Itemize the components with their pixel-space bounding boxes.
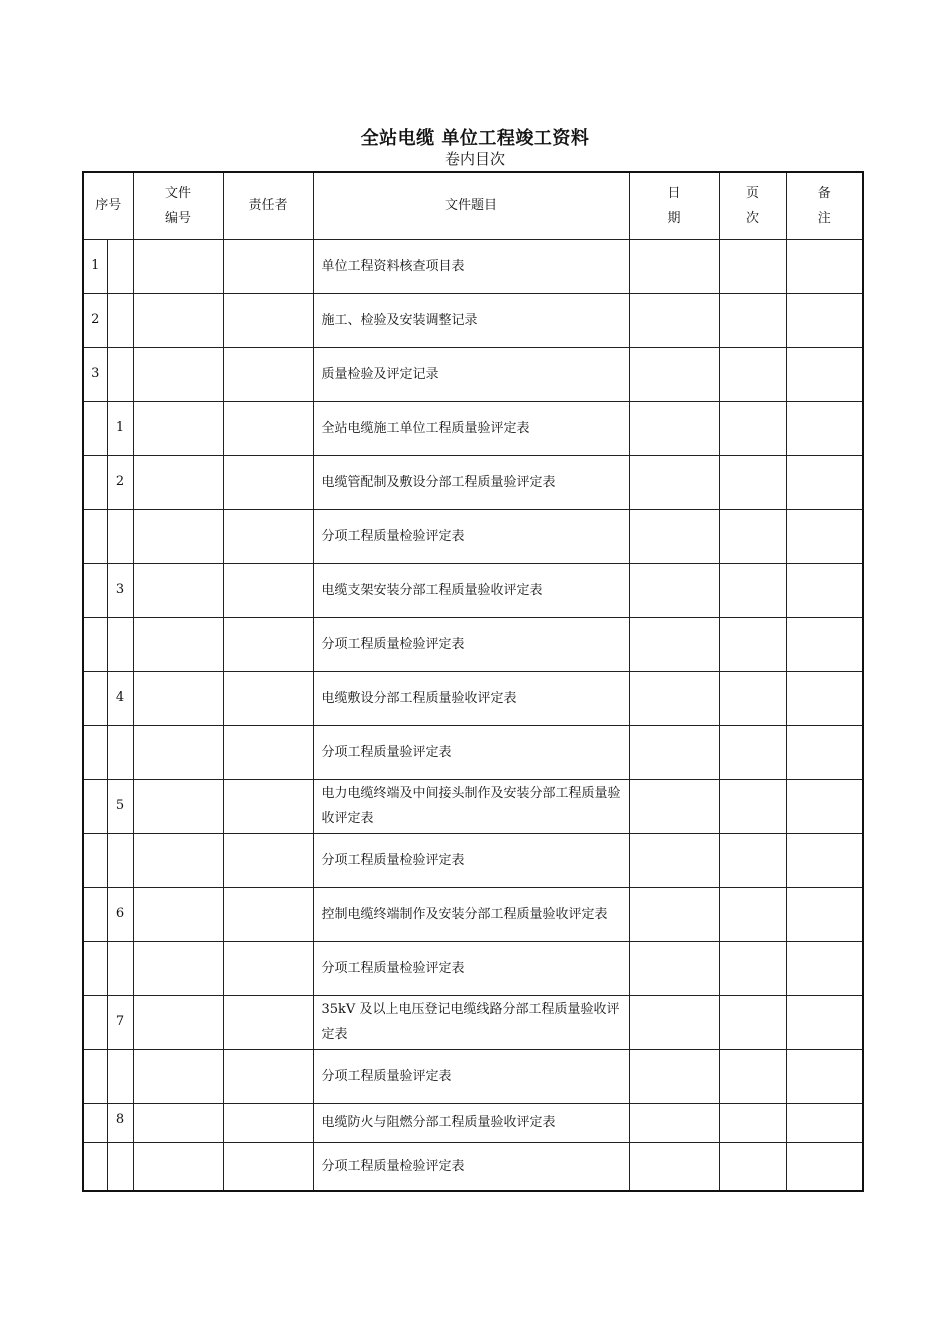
cell-note	[786, 509, 863, 563]
cell-page	[719, 887, 786, 941]
cell-page	[719, 1103, 786, 1142]
cell-date	[629, 779, 719, 833]
cell-doc-no	[133, 239, 223, 293]
cell-doc-no	[133, 293, 223, 347]
cell-page	[719, 617, 786, 671]
row-subnumber	[107, 239, 133, 293]
row-number	[83, 725, 107, 779]
row-number	[83, 887, 107, 941]
row-subnumber	[107, 347, 133, 401]
cell-doc-title: 单位工程资料核查项目表	[313, 239, 629, 293]
col-page-line1: 页	[746, 185, 760, 201]
cell-date	[629, 617, 719, 671]
row-subnumber	[107, 293, 133, 347]
cell-owner	[223, 671, 313, 725]
row-number	[83, 617, 107, 671]
cell-owner	[223, 509, 313, 563]
cell-page	[719, 455, 786, 509]
table-row	[83, 1142, 863, 1191]
row-number	[83, 455, 107, 509]
table-row	[83, 779, 863, 833]
cell-note	[786, 833, 863, 887]
cell-date	[629, 833, 719, 887]
cell-date	[629, 1142, 719, 1191]
cell-page	[719, 1049, 786, 1103]
cell-doc-title: 电力电缆终端及中间接头制作及安装分部工程质量验收评定表	[313, 779, 629, 833]
table-row	[83, 833, 863, 887]
cell-page	[719, 293, 786, 347]
cell-owner	[223, 995, 313, 1049]
row-number: 1	[83, 239, 107, 293]
cell-doc-title: 分项工程质量检验评定表	[313, 617, 629, 671]
cell-doc-title: 全站电缆施工单位工程质量验评定表	[313, 401, 629, 455]
cell-doc-no	[133, 563, 223, 617]
cell-page	[719, 941, 786, 995]
cell-page	[719, 509, 786, 563]
cell-page	[719, 239, 786, 293]
table-row	[83, 1103, 863, 1142]
cell-date	[629, 1049, 719, 1103]
table-row	[83, 509, 863, 563]
row-number	[83, 833, 107, 887]
row-subnumber: 6	[107, 887, 133, 941]
cell-note	[786, 725, 863, 779]
cell-note	[786, 455, 863, 509]
cell-doc-no	[133, 725, 223, 779]
cell-page	[719, 995, 786, 1049]
row-number	[83, 563, 107, 617]
table-row	[83, 725, 863, 779]
cell-doc-no	[133, 509, 223, 563]
col-doc-title: 文件题目	[313, 172, 629, 239]
table-row	[83, 347, 863, 401]
row-number: 2	[83, 293, 107, 347]
row-number	[83, 1049, 107, 1103]
cell-note	[786, 347, 863, 401]
cell-doc-no	[133, 941, 223, 995]
cell-owner	[223, 401, 313, 455]
row-number	[83, 941, 107, 995]
cell-owner	[223, 293, 313, 347]
cell-doc-title: 施工、检验及安装调整记录	[313, 293, 629, 347]
row-number	[83, 509, 107, 563]
cell-doc-no	[133, 1103, 223, 1142]
cell-doc-title: 分项工程质量检验评定表	[313, 941, 629, 995]
table-row	[83, 887, 863, 941]
cell-note	[786, 617, 863, 671]
cell-page	[719, 347, 786, 401]
col-doc-no	[133, 172, 223, 239]
cell-date	[629, 239, 719, 293]
cell-note	[786, 671, 863, 725]
cell-owner	[223, 1103, 313, 1142]
cell-doc-title: 分项工程质量验评定表	[313, 725, 629, 779]
cell-doc-title: 分项工程质量验评定表	[313, 1049, 629, 1103]
cell-doc-title: 电缆支架安装分部工程质量验收评定表	[313, 563, 629, 617]
cell-page	[719, 725, 786, 779]
cell-page	[719, 563, 786, 617]
cell-note	[786, 779, 863, 833]
table-row	[83, 1049, 863, 1103]
row-number	[83, 671, 107, 725]
cell-date	[629, 563, 719, 617]
row-number	[83, 779, 107, 833]
row-number	[83, 995, 107, 1049]
cell-date	[629, 725, 719, 779]
row-subnumber: 8	[107, 1103, 133, 1142]
cell-owner	[223, 563, 313, 617]
cell-page	[719, 671, 786, 725]
row-subnumber: 3	[107, 563, 133, 617]
cell-owner	[223, 617, 313, 671]
cell-date	[629, 293, 719, 347]
row-subnumber	[107, 1142, 133, 1191]
row-subnumber	[107, 617, 133, 671]
cell-doc-title: 电缆防火与阻燃分部工程质量验收评定表	[313, 1103, 629, 1142]
cell-doc-title: 35kV 及以上电压登记电缆线路分部工程质量验收评定表	[313, 995, 629, 1049]
cell-doc-title: 质量检验及评定记录	[313, 347, 629, 401]
cell-doc-no	[133, 671, 223, 725]
table-row	[83, 293, 863, 347]
cell-note	[786, 401, 863, 455]
cell-note	[786, 995, 863, 1049]
col-note	[786, 172, 863, 239]
col-date-line1: 日	[667, 185, 681, 201]
cell-owner	[223, 239, 313, 293]
cell-owner	[223, 347, 313, 401]
header-row	[83, 172, 863, 239]
row-subnumber: 2	[107, 455, 133, 509]
cell-date	[629, 347, 719, 401]
row-subnumber: 5	[107, 779, 133, 833]
row-number	[83, 401, 107, 455]
row-number	[83, 1103, 107, 1142]
cell-note	[786, 887, 863, 941]
table-row	[83, 671, 863, 725]
row-subnumber	[107, 833, 133, 887]
table-row	[83, 455, 863, 509]
table-row	[83, 995, 863, 1049]
row-subnumber	[107, 509, 133, 563]
row-subnumber: 4	[107, 671, 133, 725]
cell-doc-no	[133, 401, 223, 455]
cell-doc-no	[133, 617, 223, 671]
col-seq: 序号	[83, 172, 133, 239]
cell-date	[629, 887, 719, 941]
row-subnumber	[107, 725, 133, 779]
col-doc-no-line2: 编号	[165, 210, 192, 226]
cell-note	[786, 1103, 863, 1142]
cell-note	[786, 941, 863, 995]
cell-owner	[223, 887, 313, 941]
cell-owner	[223, 1142, 313, 1191]
cell-doc-no	[133, 833, 223, 887]
col-date	[629, 172, 719, 239]
cell-doc-no	[133, 347, 223, 401]
row-subnumber	[107, 941, 133, 995]
row-subnumber: 1	[107, 401, 133, 455]
table-row	[83, 941, 863, 995]
col-page-line2: 次	[746, 210, 760, 226]
cell-owner	[223, 455, 313, 509]
cell-date	[629, 995, 719, 1049]
row-subnumber: 7	[107, 995, 133, 1049]
row-number: 3	[83, 347, 107, 401]
cell-doc-no	[133, 1049, 223, 1103]
cell-note	[786, 239, 863, 293]
cell-date	[629, 671, 719, 725]
cell-date	[629, 455, 719, 509]
cell-doc-no	[133, 995, 223, 1049]
cell-note	[786, 563, 863, 617]
table-row	[83, 401, 863, 455]
table-row	[83, 617, 863, 671]
col-page	[719, 172, 786, 239]
cell-doc-title: 电缆敷设分部工程质量验收评定表	[313, 671, 629, 725]
col-date-line2: 期	[667, 210, 681, 226]
col-doc-no-line1: 文件	[165, 185, 192, 201]
cell-owner	[223, 725, 313, 779]
col-note-line2: 注	[817, 210, 831, 226]
cell-page	[719, 1142, 786, 1191]
cell-owner	[223, 833, 313, 887]
cell-doc-title: 电缆管配制及敷设分部工程质量验评定表	[313, 455, 629, 509]
cell-doc-title: 分项工程质量检验评定表	[313, 833, 629, 887]
cell-doc-title: 分项工程质量检验评定表	[313, 1142, 629, 1191]
cell-doc-title: 分项工程质量检验评定表	[313, 509, 629, 563]
cell-note	[786, 293, 863, 347]
document-title: 全站电缆 单位工程竣工资料	[360, 128, 590, 149]
cell-owner	[223, 1049, 313, 1103]
cell-doc-title: 控制电缆终端制作及安装分部工程质量验收评定表	[313, 887, 629, 941]
contents-table	[82, 171, 864, 1192]
table-row	[83, 239, 863, 293]
cell-owner	[223, 779, 313, 833]
cell-page	[719, 833, 786, 887]
cell-doc-no	[133, 1142, 223, 1191]
col-note-line1: 备	[817, 185, 831, 201]
row-subnumber	[107, 1049, 133, 1103]
cell-note	[786, 1142, 863, 1191]
cell-date	[629, 1103, 719, 1142]
cell-owner	[223, 941, 313, 995]
cell-doc-no	[133, 455, 223, 509]
cell-date	[629, 509, 719, 563]
cell-note	[786, 1049, 863, 1103]
cell-doc-no	[133, 887, 223, 941]
document-subtitle: 卷内目次	[444, 150, 505, 168]
col-owner: 责任者	[223, 172, 313, 239]
cell-page	[719, 401, 786, 455]
cell-date	[629, 941, 719, 995]
cell-page	[719, 779, 786, 833]
row-number	[83, 1142, 107, 1191]
table-row	[83, 563, 863, 617]
cell-doc-no	[133, 779, 223, 833]
cell-date	[629, 401, 719, 455]
